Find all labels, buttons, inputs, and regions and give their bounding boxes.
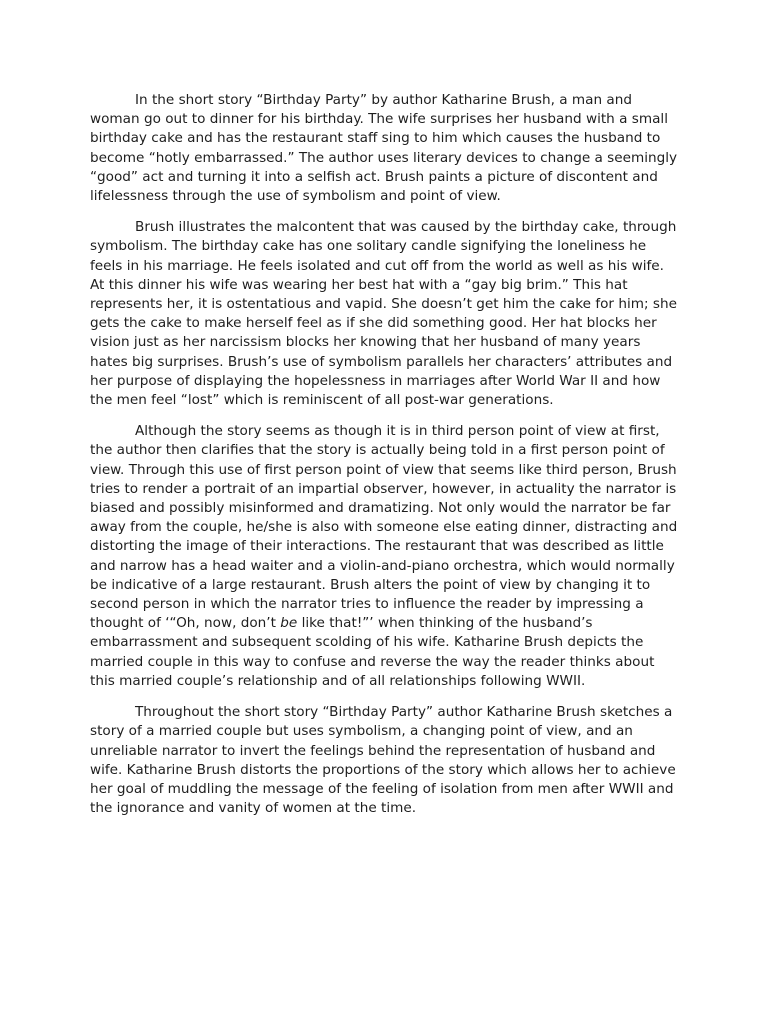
italic-emphasis: be — [280, 615, 298, 632]
paragraph-symbolism — [90, 218, 678, 410]
paragraph-conclusion — [90, 703, 678, 818]
paragraph-text: like that!”’ when thinking of the husband’s embarrassment and subsequent scolding of his wife. Katharine Brush depicts the married couple in this way to confuse and reverse the way the reader thinks about this married couple’s relationship and of all relationships following WWII. — [90, 615, 655, 689]
paragraph-introduction — [90, 91, 678, 206]
paragraph-text: In the short story “Birthday Party” by author Katharine Brush, a man and woman go out to dinner for his birthday. The wife surprises her husband with a small birthday cake and has the restaurant staff sing to him which causes the husband to become “hotly embarrassed.” The author uses literary devices to change a seemingly “good” act and turning it into a selfish act. Brush paints a picture of discontent and lifelessness through the use of symbolism and point of view. — [90, 92, 678, 205]
paragraph-text: Brush illustrates the malcontent that was caused by the birthday cake, through symbolism. The birthday cake has one solitary candle signifying the loneliness he feels in his marriage. He feels isolated and cut off from the world as well as his wife. At this dinner his wife was wearing her best hat with a “gay big brim.” This hat represents her, it is ostentatious and vapid. She doesn’t get him the cake for him; she gets the cake to make herself feel as if she did something good. Her hat blocks her vision just as her narcissism blocks her knowing that her husband of many years hates big surprises. Brush’s use of symbolism parallels her characters’ attributes and her purpose of displaying the hopelessness in marriages after World War II and how the men feel “lost” which is reminiscent of all post-war generations. — [90, 219, 677, 409]
paragraph-point-of-view — [90, 422, 678, 691]
document-body — [90, 91, 678, 830]
paragraph-text: Throughout the short story “Birthday Party” author Katharine Brush sketches a story of a married couple but uses symbolism, a changing point of view, and an unreliable narrator to invert the feelings behind the representation of husband and wife. Katharine Brush distorts the proportions of the story which allows her to achieve her goal of muddling the message of the feeling of isolation from men after WWII and the ignorance and vanity of women at the time. — [90, 704, 676, 817]
paragraph-text: Although the story seems as though it is in third person point of view at first, the author then clarifies that the story is actually being told in a first person point of view. Through this use of first person point of view that seems like third person, Brush tries to render a portrait of an impartial observer, however, in actuality the narrator is biased and possibly misinformed and dramatizing. Not only would the narrator be far away from the couple, he/she is also with someone else eating dinner, distracting and distorting the image of their interactions. The restaurant that was described as little and narrow has a head waiter and a violin-and-piano orchestra, which would normally be indicative of a large restaurant. Brush alters the point of view by changing it to second person in which the narrator tries to influence the reader by impressing a thought of ‘“Oh, now, don’t — [90, 423, 678, 632]
